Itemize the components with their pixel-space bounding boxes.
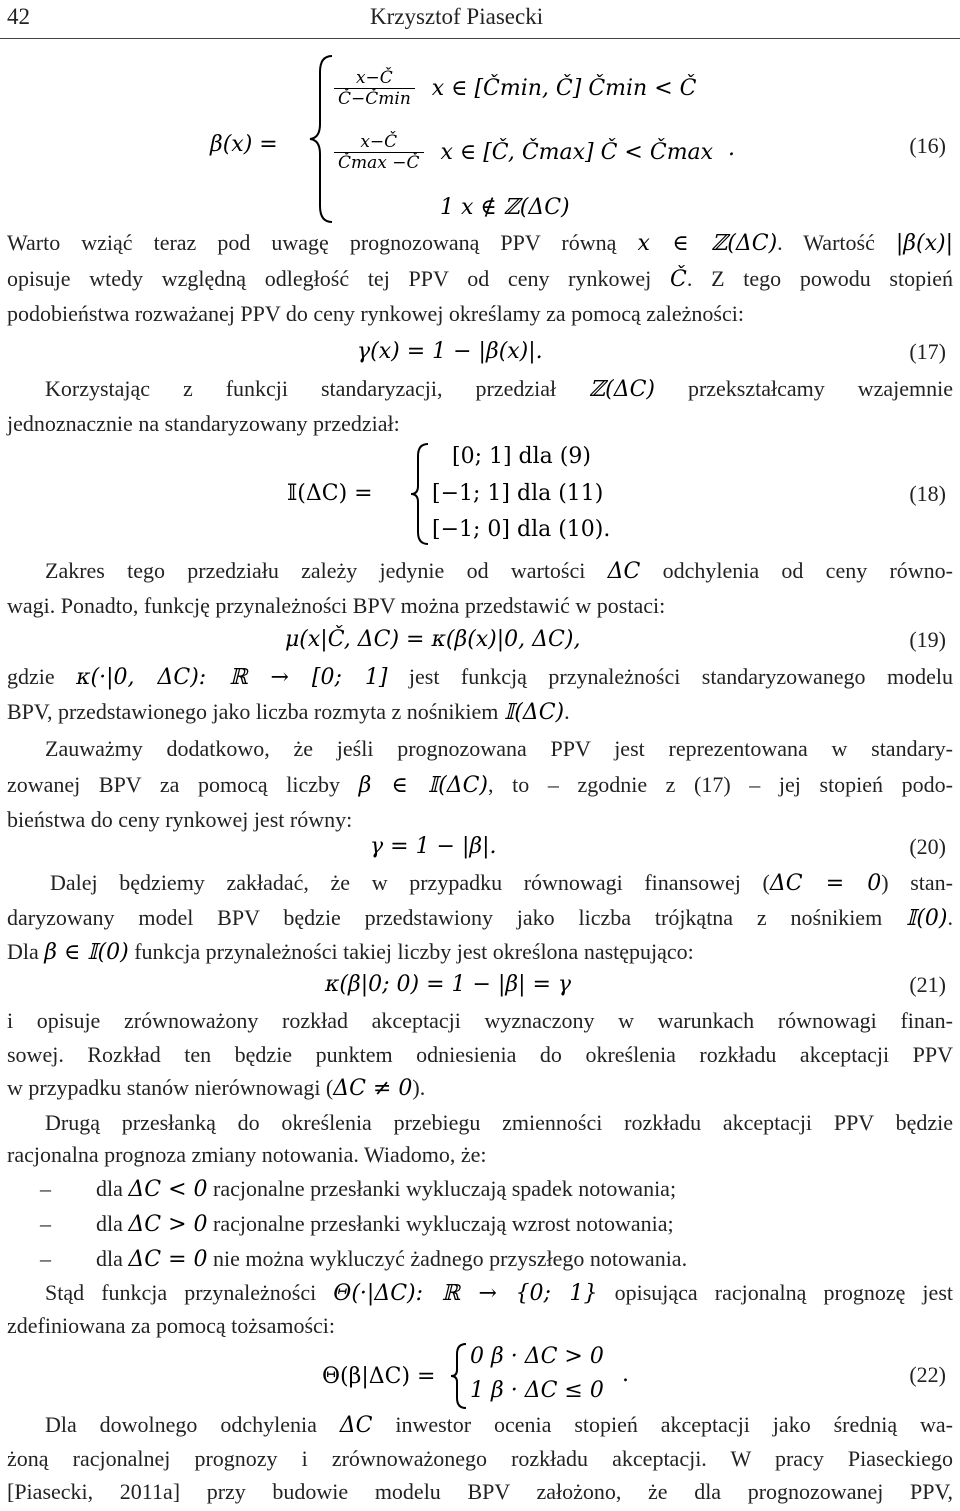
inline-math: κ(·|0, ΔC): ℝ → [0; 1] — [76, 665, 388, 690]
eq17-number: (17) — [909, 339, 946, 364]
eq16-number: (16) — [909, 133, 946, 158]
inline-math: x ∈ ℤ(ΔC) — [637, 231, 778, 256]
list-item: – dla ΔC < 0 racjonalne przesłanki wykluczają spadek notowania; — [40, 1176, 677, 1202]
equation-17: γ(x) = 1 − |β(x)|. — [357, 339, 543, 364]
p10-line1: Dla dowolnego odchylenia ΔC inwestor ocenia stopień akceptacji jako średnią wa- — [45, 1412, 953, 1438]
running-title: Krzysztof Piasecki — [370, 4, 544, 29]
inline-math: ΔC ≠ 0 — [333, 1076, 413, 1101]
p1-line1: Warto wziąć teraz pod uwagę prognozowaną PPV równą x ∈ ℤ(ΔC). Wartość |β(x)| — [7, 230, 953, 256]
p10-line3: [Piasecki, 2011a] przy budowie modelu BPV założono, że dla prognozowanej PPV, — [7, 1479, 953, 1504]
p7-line1: i opisuje zrównoważony rozkład akceptacji wyznaczony w warunkach równowagi finan- — [7, 1008, 953, 1033]
inline-math: ΔC — [339, 1413, 373, 1438]
p9-line2: zdefiniowana za pomocą tożsamości: — [7, 1313, 336, 1338]
eq18-case2: [−1; 1] dla (11) — [432, 481, 604, 506]
p1-line2: opisuje wtedy względną odległość tej PPV od ceny rynkowej Č. Z tego powodu stopień — [7, 266, 953, 292]
equation-21: κ(β|0; 0) = 1 − |β| = γ — [325, 972, 572, 997]
p2-line1: Korzystając z funkcji standaryzacji, przedział ℤ(ΔC) przekształcamy wzajemnie — [45, 376, 953, 402]
eq18-case3: [−1; 0] dla (10). — [432, 517, 611, 542]
inline-math: ΔC — [607, 559, 641, 584]
eq18-number: (18) — [909, 481, 946, 506]
inline-math: β ∈ 𝕀(ΔC) — [358, 773, 489, 798]
inline-math: ΔC = 0 — [769, 871, 882, 896]
eq22-brace — [448, 1342, 470, 1410]
eq16-case1 — [334, 68, 696, 109]
eq16-case1-condition: x ∈ [Čmin, Č] Čmin < Č — [431, 75, 697, 101]
p5-line3: bieństwa do ceny rynkowej jest równy: — [7, 807, 353, 832]
eq22-case1: 0 β · ΔC > 0 — [470, 1344, 604, 1369]
p6-line1: Dalej będziemy zakładać, że w przypadku równowagi finansowej (ΔC = 0) stan- — [50, 870, 953, 896]
eq16-case2 — [334, 132, 713, 173]
inline-math: β ∈ 𝕀(0) — [44, 940, 129, 965]
eq16-lhs: β(x) = — [210, 132, 278, 157]
eq22-period: . — [622, 1362, 629, 1387]
eq16-period: . — [728, 136, 735, 161]
equation-20: γ = 1 − |β|. — [370, 834, 497, 859]
p7-line2: sowej. Rozkład ten będzie punktem odniesienia do określenia rozkładu akceptacji PPV — [7, 1042, 953, 1067]
p8-line1: Drugą przesłanką do określenia przebiegu zmienności rozkładu akceptacji PPV będzie — [45, 1110, 953, 1135]
inline-math: 𝕀(ΔC) — [503, 700, 565, 725]
eq16-case2-fraction: $\frac{x-Č}{Č\max -Č}$ — [334, 132, 424, 173]
p9-line1: Stąd funkcja przynależności Θ(·|ΔC): ℝ → {0; 1} opisująca racjonalną prognozę jest — [45, 1280, 953, 1306]
inline-math: |β(x)| — [895, 231, 953, 256]
p1-line3: podobieństwa rozważanej PPV do ceny rynkowej określamy za pomocą zależności: — [7, 301, 744, 326]
inline-math: ℤ(ΔC) — [589, 377, 655, 402]
equation-19: μ(x|Č, ΔC) = κ(β(x)|0, ΔC), — [285, 627, 581, 652]
list-item: – dla ΔC = 0 nie można wykluczyć żadnego przyszłego notowania. — [40, 1246, 688, 1272]
eq16-brace — [306, 54, 336, 224]
p8-line2: racjonalna prognoza zmiany notowania. Wiadomo, że: — [7, 1142, 487, 1167]
inline-math: ΔC = 0 — [128, 1247, 208, 1272]
eq18-case1: [0; 1] dla (9) — [452, 444, 591, 469]
p6-line3: Dla β ∈ 𝕀(0) funkcja przynależności takiej liczby jest określona następująco: — [7, 939, 694, 965]
inline-math: Θ(·|ΔC): ℝ → {0; 1} — [333, 1281, 598, 1306]
p5-line2: zowanej BPV za pomocą liczby β ∈ 𝕀(ΔC), to – zgodnie z (17) – jej stopień podo- — [7, 772, 953, 798]
eq22-case2: 1 β · ΔC ≤ 0 — [470, 1378, 604, 1403]
p4-line2: BPV, przedstawionego jako liczba rozmyta z nośnikiem 𝕀(ΔC). — [7, 699, 570, 725]
p3-line1: Zakres tego przedziału zależy jedynie od wartości ΔC odchylenia od ceny równo- — [45, 558, 954, 584]
inline-math: ΔC < 0 — [128, 1177, 208, 1202]
page-header — [0, 0, 960, 39]
eq19-number: (19) — [909, 627, 946, 652]
eq16-case3: 1 x ∉ ℤ(ΔC) — [440, 195, 570, 220]
eq16-case2-condition: x ∈ [Č, Čmax] Č < Čmax — [440, 139, 714, 165]
p5-line1: Zauważmy dodatkowo, że jeśli prognozowana PPV jest reprezentowana w standary- — [45, 736, 953, 761]
p4-line1: gdzie κ(·|0, ΔC): ℝ → [0; 1] jest funkcją przynależności standaryzowanego modelu — [7, 664, 953, 690]
page-number: 42 — [7, 4, 30, 29]
eq22-number: (22) — [909, 1362, 946, 1387]
inline-math: Č — [670, 267, 687, 292]
eq18-brace — [408, 442, 432, 546]
inline-math: ΔC > 0 — [128, 1212, 208, 1237]
p7-line3: w przypadku stanów nierównowagi (ΔC ≠ 0). — [7, 1075, 426, 1101]
eq21-number: (21) — [909, 972, 946, 997]
eq20-number: (20) — [909, 834, 946, 859]
p2-line2: jednoznacznie na standaryzowany przedział: — [7, 411, 400, 436]
p10-line2: żoną racjonalnej prognozy i zrównoważonego rozkładu akceptacji. W pracy Piaseckiego — [7, 1446, 953, 1471]
inline-math: 𝕀(0) — [906, 906, 948, 931]
p3-line2: wagi. Ponadto, funkcję przynależności BPV można przedstawić w postaci: — [7, 593, 666, 618]
eq16-case1-fraction: $\frac{x-Č}{Č-Č\min}$ — [334, 68, 415, 109]
p6-line2: daryzowany model BPV będzie przedstawiony jako liczba trójkątna z nośnikiem 𝕀(0). — [7, 905, 953, 931]
eq22-lhs: Θ(β|ΔC) = — [322, 1364, 436, 1389]
eq18-lhs: 𝕀(ΔC) = — [287, 481, 373, 506]
list-item: – dla ΔC > 0 racjonalne przesłanki wykluczają wzrost notowania; — [40, 1211, 674, 1237]
